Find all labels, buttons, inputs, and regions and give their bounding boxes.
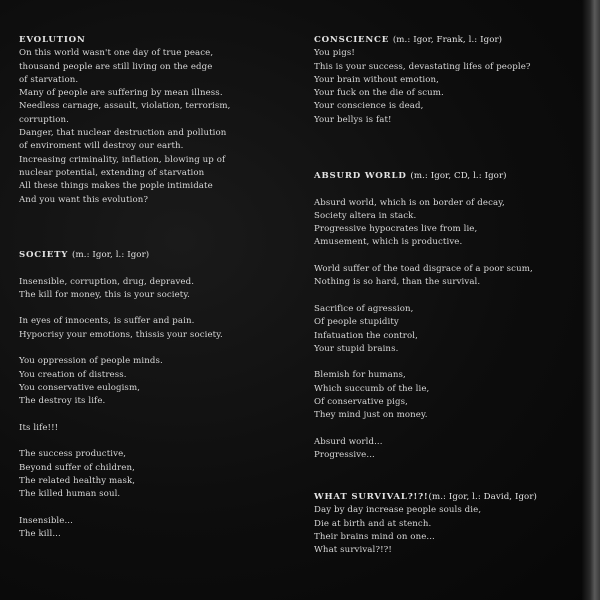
lyric-line: Progressive... bbox=[314, 450, 375, 461]
lyric-line: They mind just on money. bbox=[314, 410, 428, 421]
stanza bbox=[19, 515, 223, 542]
lyric-line: The kill for money, this is your society. bbox=[19, 289, 190, 300]
song-title-what-survival bbox=[314, 491, 537, 504]
lyric-line: corruption. bbox=[19, 114, 69, 125]
lyric-line: Day by day increase people souls die, bbox=[314, 505, 482, 516]
lyric-line: of enviroment will destroy our earth. bbox=[19, 141, 184, 152]
lyric-line: Your stupid brains. bbox=[314, 343, 399, 354]
lyric-line: All these things makes the pople intimidate bbox=[19, 181, 213, 192]
stanza-gap bbox=[314, 423, 533, 436]
stanza bbox=[19, 422, 223, 435]
stanza-gap bbox=[314, 356, 533, 369]
lyric-line: Your bellys is fat! bbox=[314, 114, 392, 125]
lyric-line: Danger, that nuclear destruction and pollution bbox=[19, 128, 227, 139]
stanza bbox=[314, 369, 533, 422]
lyric-line: Your fuck on the die of scum. bbox=[314, 88, 444, 99]
lyric-line: You conservative eulogism, bbox=[19, 382, 141, 393]
lyric-line: The killed human soul. bbox=[19, 489, 121, 500]
lyrics-society bbox=[19, 249, 223, 542]
lyric-line: You oppression of people minds. bbox=[19, 356, 163, 367]
society-stanzas bbox=[19, 262, 223, 541]
lyric-line: The success productive, bbox=[19, 449, 127, 460]
lyric-line: This is your success, devastating lifes of people? bbox=[314, 61, 531, 72]
stanza bbox=[19, 315, 223, 342]
stanza-gap bbox=[19, 302, 223, 315]
stanza bbox=[314, 197, 533, 250]
conscience-title-text: CONSCIENCE bbox=[314, 35, 390, 45]
lyric-line: Insensible, corruption, drug, depraved. bbox=[19, 276, 195, 287]
lyric-line: Its life!!! bbox=[19, 422, 59, 433]
song-title-conscience bbox=[314, 34, 531, 47]
stanza bbox=[19, 355, 223, 408]
lyric-line: of starvation. bbox=[19, 74, 79, 85]
booklet-spine-edge bbox=[582, 0, 600, 600]
stanza bbox=[19, 276, 223, 303]
stanza-gap bbox=[19, 342, 223, 355]
stanza bbox=[314, 303, 533, 356]
song-title-society bbox=[19, 249, 223, 262]
stanza-gap bbox=[314, 290, 533, 303]
lyric-line: Many of people are suffering by mean illness. bbox=[19, 88, 223, 99]
lyric-line: The destroy its life. bbox=[19, 396, 106, 407]
lyric-line: Of people stupidity bbox=[314, 317, 399, 328]
lyric-line: What survival?!?! bbox=[314, 545, 392, 556]
lyric-line: Increasing criminality, inflation, blowing up of bbox=[19, 154, 226, 165]
stanza bbox=[314, 436, 533, 463]
lyric-line: Your conscience is dead, bbox=[314, 101, 424, 112]
lyric-line: Needless carnage, assault, violation, terrorism, bbox=[19, 101, 231, 112]
lyric-line: nuclear potential, extending of starvation bbox=[19, 167, 205, 178]
lyric-line: Absurd world... bbox=[314, 436, 383, 447]
lyric-line: You pigs! bbox=[314, 48, 355, 59]
song-title-absurd-world bbox=[314, 170, 533, 183]
stanza-gap bbox=[19, 262, 223, 275]
lyric-line: Blemish for humans, bbox=[314, 370, 406, 381]
what-credit: (m.: Igor, l.: David, Igor) bbox=[428, 492, 537, 502]
lyric-line: Hypocrisy your emotions, thissis your society. bbox=[19, 329, 223, 340]
stanza bbox=[19, 448, 223, 501]
what-lines bbox=[314, 504, 537, 557]
lyric-line: In eyes of innocents, is suffer and pain. bbox=[19, 316, 195, 327]
stanza-gap bbox=[19, 435, 223, 448]
lyric-line: Which succumb of the lie, bbox=[314, 383, 430, 394]
absurd-stanzas bbox=[314, 183, 533, 462]
stanza-gap bbox=[19, 502, 223, 515]
conscience-credit: (m.: Igor, Frank, l.: Igor) bbox=[392, 35, 503, 45]
lyric-line: On this world wasn't one day of true peace, bbox=[19, 48, 214, 59]
lyric-line: Your brain without emotion, bbox=[314, 74, 439, 85]
lyrics-conscience bbox=[314, 34, 531, 127]
society-credit: (m.: Igor, l.: Igor) bbox=[72, 250, 150, 260]
stanza bbox=[314, 263, 533, 290]
lyric-line: Amusement, which is productive. bbox=[314, 237, 463, 248]
lyric-line: Progressive hypocrates live from lie, bbox=[314, 224, 478, 235]
lyric-line: Society altera in stack. bbox=[314, 210, 417, 221]
absurd-title-text: ABSURD WORLD bbox=[314, 171, 407, 181]
stanza-gap bbox=[314, 183, 533, 196]
lyric-line: Nothing is so hard, than the survival. bbox=[314, 277, 481, 288]
lyric-line: Of conservative pigs, bbox=[314, 397, 408, 408]
lyric-line: Sacrifice of agression, bbox=[314, 303, 414, 314]
lyric-line: The related healthy mask, bbox=[19, 476, 136, 487]
stanza-gap bbox=[19, 409, 223, 422]
lyric-line: World suffer of the toad disgrace of a poor scum, bbox=[314, 264, 533, 275]
absurd-credit: (m.: Igor, CD, l.: Igor) bbox=[410, 171, 507, 181]
lyrics-what-survival bbox=[314, 491, 537, 557]
lyrics-evolution bbox=[19, 34, 231, 207]
lyric-line: Insensible... bbox=[19, 515, 73, 526]
lyrics-absurd-world bbox=[314, 170, 533, 463]
lyric-line: thousand people are still living on the edge bbox=[19, 61, 213, 72]
lyric-line: Beyond suffer of children, bbox=[19, 462, 135, 473]
lyric-line: And you want this evolution? bbox=[19, 194, 149, 205]
conscience-lines bbox=[314, 47, 531, 127]
what-title-text: WHAT SURVIVAL?!?! bbox=[314, 492, 429, 502]
lyric-line: You creation of distress. bbox=[19, 369, 127, 380]
lyric-line: Infatuation the control, bbox=[314, 330, 418, 341]
lyric-line: The kill... bbox=[19, 529, 61, 540]
evolution-lines bbox=[19, 47, 231, 207]
stanza-gap bbox=[314, 250, 533, 263]
society-title-text: SOCIETY bbox=[19, 250, 69, 260]
lyric-line: Die at birth and at stench. bbox=[314, 518, 432, 529]
song-title-evolution: EVOLUTION bbox=[19, 35, 86, 45]
lyric-line: Absurd world, which is on border of decay, bbox=[314, 197, 505, 208]
lyric-line: Their brains mind on one... bbox=[314, 531, 435, 542]
